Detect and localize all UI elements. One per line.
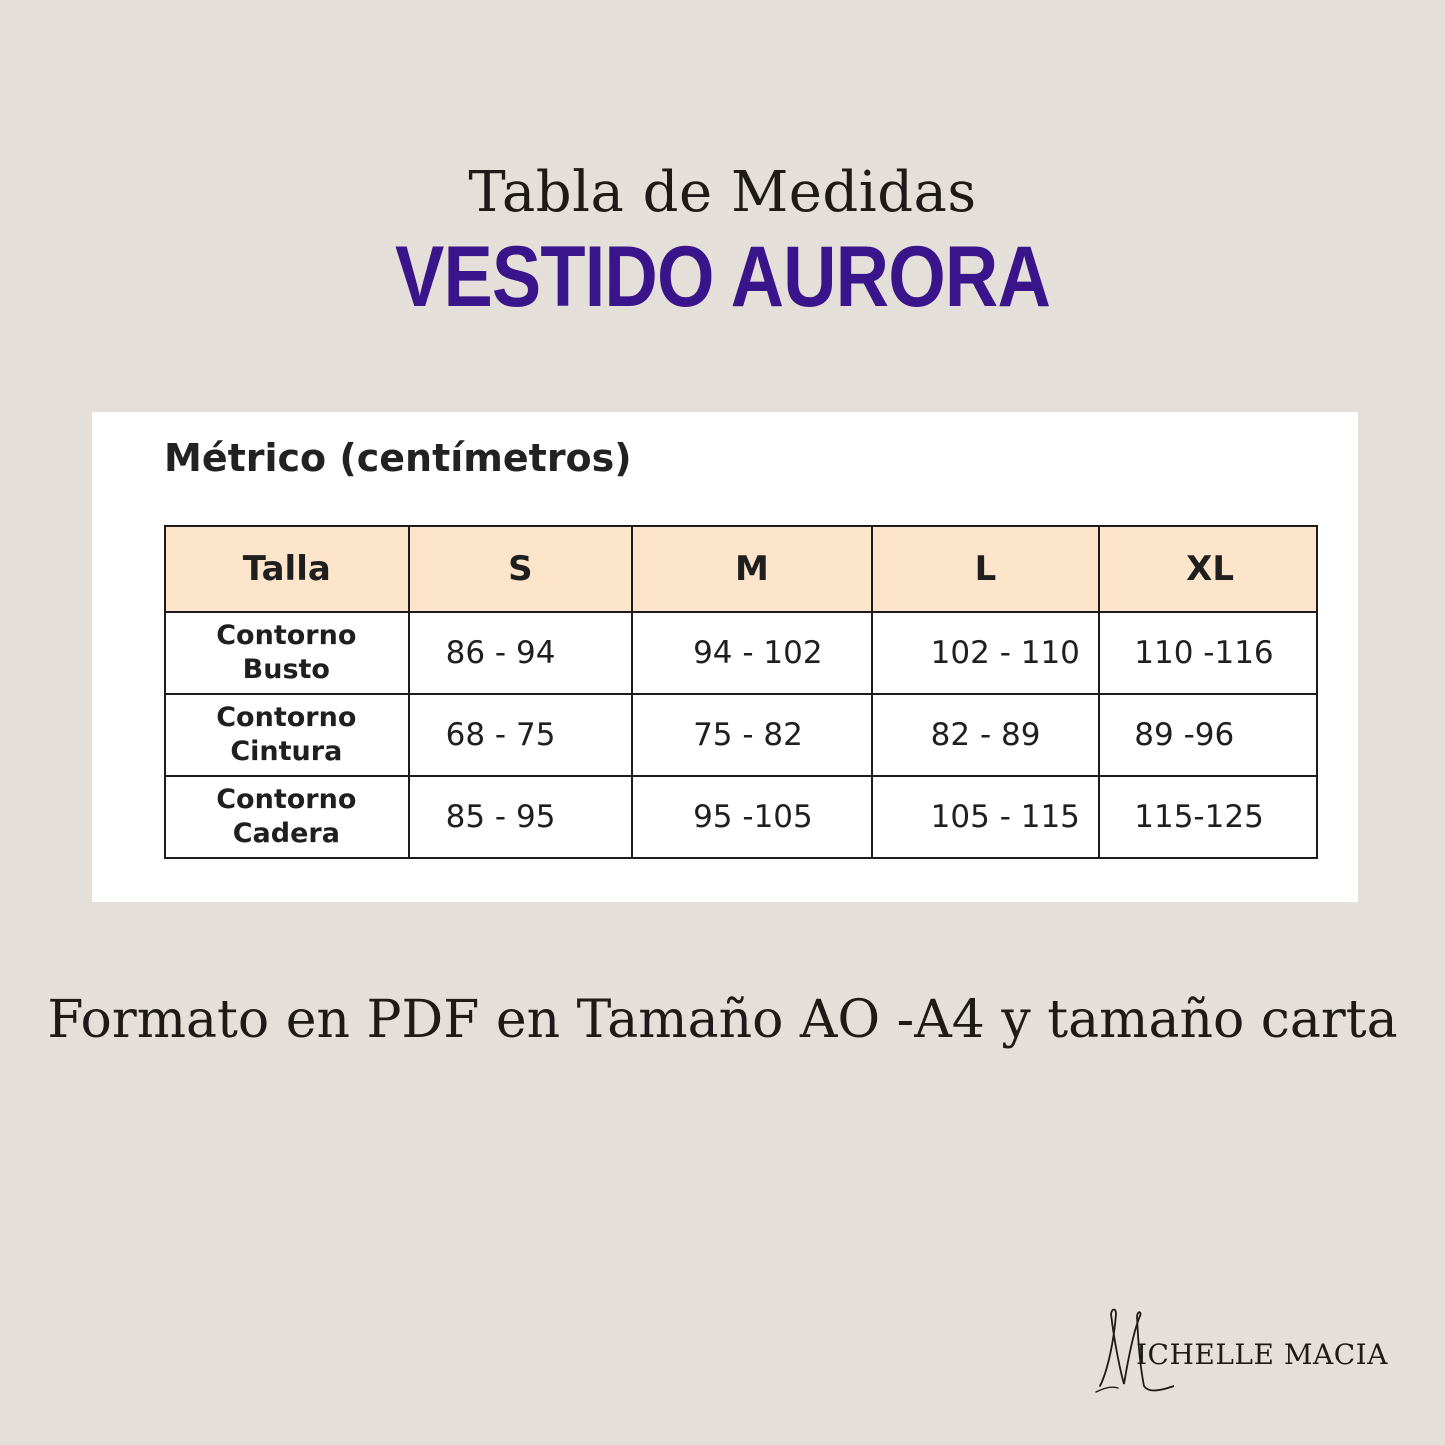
table-cell: 82 - 89 [872,694,1100,776]
row-label-line: Contorno [216,784,357,816]
row-label-line: Contorno [216,702,357,734]
size-chart-heading: Métrico (centímetros) [164,436,632,480]
table-header-row [165,526,1317,612]
table-row-busto [165,612,1317,694]
column-header-m: M [632,526,872,612]
row-label-line: Cintura [230,736,343,767]
table-cell: 115-125 [1099,776,1317,858]
size-table [164,525,1318,859]
table-cell: 86 - 94 [409,612,632,694]
table-cell: 95 -105 [632,776,872,858]
table-cell: 110 -116 [1099,612,1317,694]
column-header-talla: Talla [165,526,409,612]
table-cell: 85 - 95 [409,776,632,858]
size-chart-card [92,412,1358,902]
table-row-cintura [165,694,1317,776]
table-cell: 89 -96 [1099,694,1317,776]
column-header-l: L [872,526,1100,612]
row-label-line: Cadera [232,818,340,849]
table-cell: 94 - 102 [632,612,872,694]
row-label-line: Busto [242,654,330,685]
table-cell: 105 - 115 [872,776,1100,858]
row-label-cadera [165,776,409,858]
table-row-cadera [165,776,1317,858]
row-label-cintura [165,694,409,776]
page-title: VESTIDO AURORA [394,229,1050,325]
table-cell: 68 - 75 [409,694,632,776]
page-subtitle: Tabla de Medidas [468,160,977,225]
table-cell: 75 - 82 [632,694,872,776]
row-label-line: Contorno [216,620,357,652]
column-header-xl: XL [1099,526,1317,612]
table-cell: 102 - 110 [872,612,1100,694]
format-note: Formato en PDF en Tamaño AO -A4 y tamaño carta [47,990,1398,1050]
row-label-busto [165,612,409,694]
column-header-s: S [409,526,632,612]
brand-logo [1094,1300,1414,1400]
brand-name: ICHELLE MACIA [1136,1338,1388,1371]
